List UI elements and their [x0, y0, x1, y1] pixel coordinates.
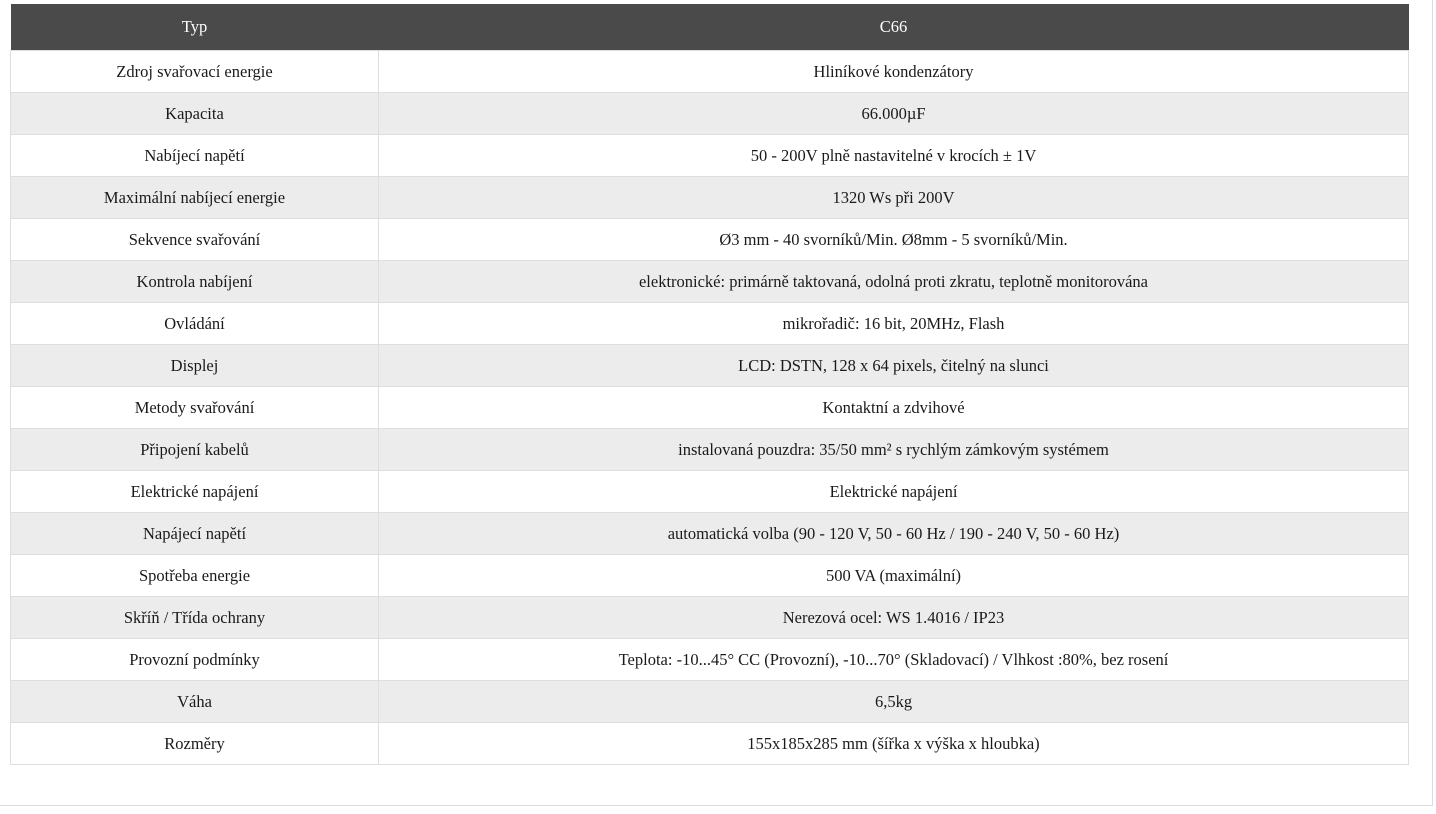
row-label: Nabíjecí napětí: [11, 135, 379, 177]
table-row: [11, 513, 1409, 555]
header-model-cell: C66: [379, 4, 1409, 51]
row-value: 1320 Ws při 200V: [379, 177, 1409, 219]
row-value: 66.000µF: [379, 93, 1409, 135]
table-row: [11, 51, 1409, 93]
table-row: [11, 93, 1409, 135]
row-value: mikrořadič: 16 bit, 20MHz, Flash: [379, 303, 1409, 345]
row-value: Ø3 mm - 40 svorníků/Min. Ø8mm - 5 svorníků/Min.: [379, 219, 1409, 261]
header-row: [11, 4, 1409, 51]
row-value: instalovaná pouzdra: 35/50 mm² s rychlým zámkovým systémem: [379, 429, 1409, 471]
table-row: [11, 723, 1409, 765]
row-value: Hliníkové kondenzátory: [379, 51, 1409, 93]
table-row: [11, 597, 1409, 639]
table-row: [11, 681, 1409, 723]
row-label: Kapacita: [11, 93, 379, 135]
table-row: [11, 471, 1409, 513]
row-label: Spotřeba energie: [11, 555, 379, 597]
row-value: Kontaktní a zdvihové: [379, 387, 1409, 429]
table-row: [11, 387, 1409, 429]
row-value: 6,5kg: [379, 681, 1409, 723]
row-label: Ovládání: [11, 303, 379, 345]
row-value: LCD: DSTN, 128 x 64 pixels, čitelný na slunci: [379, 345, 1409, 387]
row-label: Kontrola nabíjení: [11, 261, 379, 303]
row-label: Zdroj svařovací energie: [11, 51, 379, 93]
row-label: Sekvence svařování: [11, 219, 379, 261]
row-value: Nerezová ocel: WS 1.4016 / IP23: [379, 597, 1409, 639]
row-label: Metody svařování: [11, 387, 379, 429]
row-value: 50 - 200V plně nastavitelné v krocích ± 1V: [379, 135, 1409, 177]
row-label: Připojení kabelů: [11, 429, 379, 471]
row-label: Váha: [11, 681, 379, 723]
row-value: 500 VA (maximální): [379, 555, 1409, 597]
row-label: Skříň / Třída ochrany: [11, 597, 379, 639]
table-row: [11, 345, 1409, 387]
table-row: [11, 261, 1409, 303]
row-value: Teplota: -10...45° CC (Provozní), -10...70° (Skladovací) / Vlhkost :80%, bez rosení: [379, 639, 1409, 681]
row-value: elektronické: primárně taktovaná, odolná proti zkratu, teplotně monitorována: [379, 261, 1409, 303]
table-row: [11, 303, 1409, 345]
table-row: [11, 135, 1409, 177]
table-row: [11, 555, 1409, 597]
table-row: [11, 177, 1409, 219]
row-label: Maximální nabíjecí energie: [11, 177, 379, 219]
spec-table: [10, 4, 1409, 765]
spec-table-head: [11, 4, 1409, 51]
row-label: Rozměry: [11, 723, 379, 765]
table-row: [11, 429, 1409, 471]
spec-table-body: [11, 51, 1409, 765]
header-label-cell: Typ: [11, 4, 379, 51]
row-label: Elektrické napájení: [11, 471, 379, 513]
row-label: Napájecí napětí: [11, 513, 379, 555]
row-value: 155x185x285 mm (šířka x výška x hloubka): [379, 723, 1409, 765]
row-label: Provozní podmínky: [11, 639, 379, 681]
table-row: [11, 639, 1409, 681]
table-row: [11, 219, 1409, 261]
row-label: Displej: [11, 345, 379, 387]
row-value: automatická volba (90 - 120 V, 50 - 60 Hz / 190 - 240 V, 50 - 60 Hz): [379, 513, 1409, 555]
row-value: Elektrické napájení: [379, 471, 1409, 513]
